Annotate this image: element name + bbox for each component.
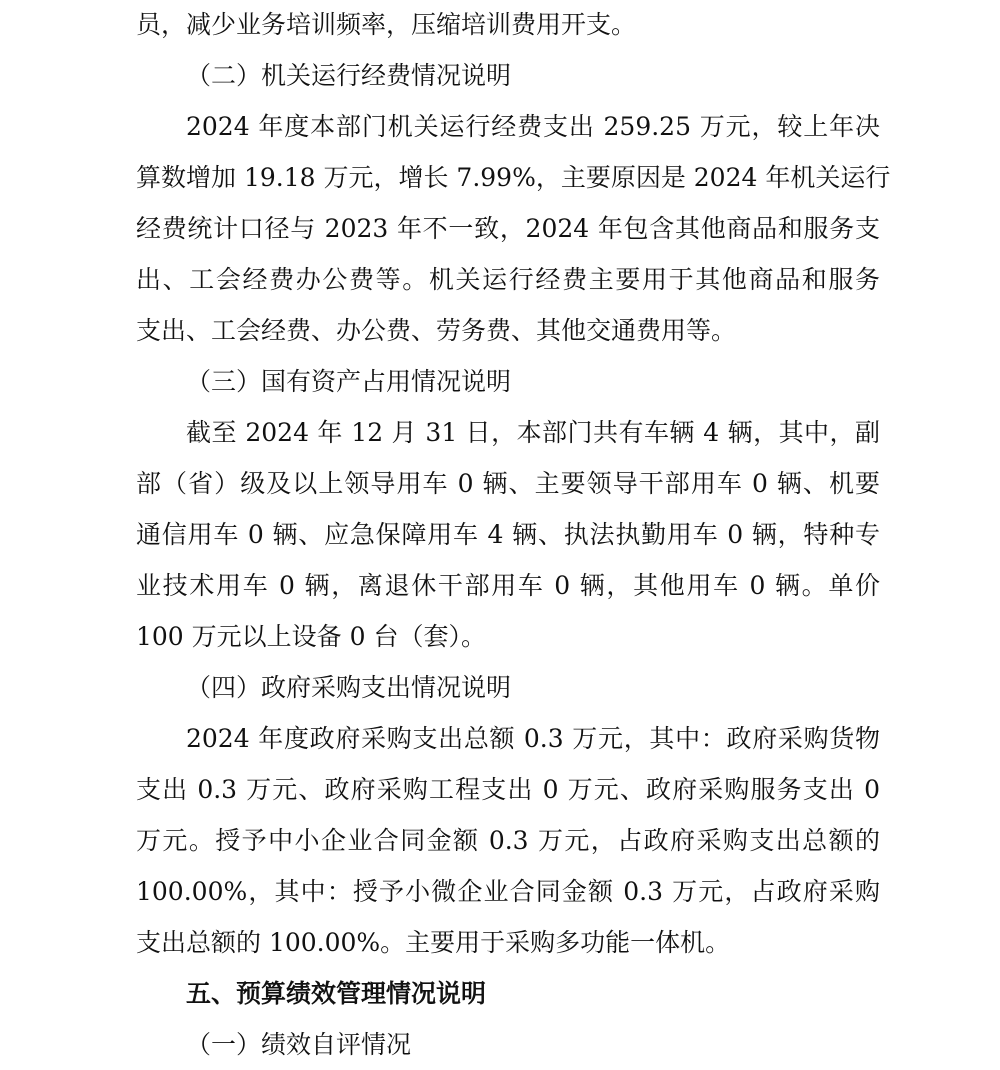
paragraph-line: 支出总额的 100.00%。主要用于采购多功能一体机。 [136,928,731,957]
section-heading-state-assets: （三）国有资产占用情况说明 [186,367,512,396]
paragraph-line: 员，减少业务培训频率，压缩培训费用开支。 [136,10,637,39]
section-heading-self-evaluation: （一）绩效自评情况 [186,1030,412,1059]
section-heading-administrative-expenses: （二）机关运行经费情况说明 [186,61,512,90]
section-heading-government-procurement: （四）政府采购支出情况说明 [186,673,512,702]
paragraph-line: 2024 年度政府采购支出总额 0.3 万元，其中：政府采购货物 [186,724,880,753]
paragraph-line: 100 万元以上设备 0 台（套）。 [136,622,486,651]
paragraph-line: 出、工会经费办公费等。机关运行经费主要用于其他商品和服务 [136,265,880,294]
paragraph-line: 部（省）级及以上领导用车 0 辆、主要领导干部用车 0 辆、机要 [136,469,880,498]
paragraph-line: 支出 0.3 万元、政府采购工程支出 0 万元、政府采购服务支出 0 [136,775,880,804]
paragraph-line: 通信用车 0 辆、应急保障用车 4 辆、执法执勤用车 0 辆，特种专 [136,520,880,549]
paragraph-line: 2024 年度本部门机关运行经费支出 259.25 万元，较上年决 [186,112,880,141]
paragraph-line: 万元。授予中小企业合同金额 0.3 万元，占政府采购支出总额的 [136,826,880,855]
paragraph-line: 经费统计口径与 2023 年不一致，2024 年包含其他商品和服务支 [136,214,880,243]
paragraph-line: 支出、工会经费、办公费、劳务费、其他交通费用等。 [136,316,737,345]
chapter-heading-performance-management: 五、预算绩效管理情况说明 [186,979,487,1008]
paragraph-line: 算数增加 19.18 万元，增长 7.99%，主要原因是 2024 年机关运行 [136,163,891,192]
paragraph-line: 截至 2024 年 12 月 31 日，本部门共有车辆 4 辆，其中，副 [186,418,880,447]
paragraph-line: 100.00%，其中：授予小微企业合同金额 0.3 万元，占政府采购 [136,877,880,906]
document-page [136,0,891,1070]
paragraph-line: 业技术用车 0 辆，离退休干部用车 0 辆，其他用车 0 辆。单价 [136,571,880,600]
